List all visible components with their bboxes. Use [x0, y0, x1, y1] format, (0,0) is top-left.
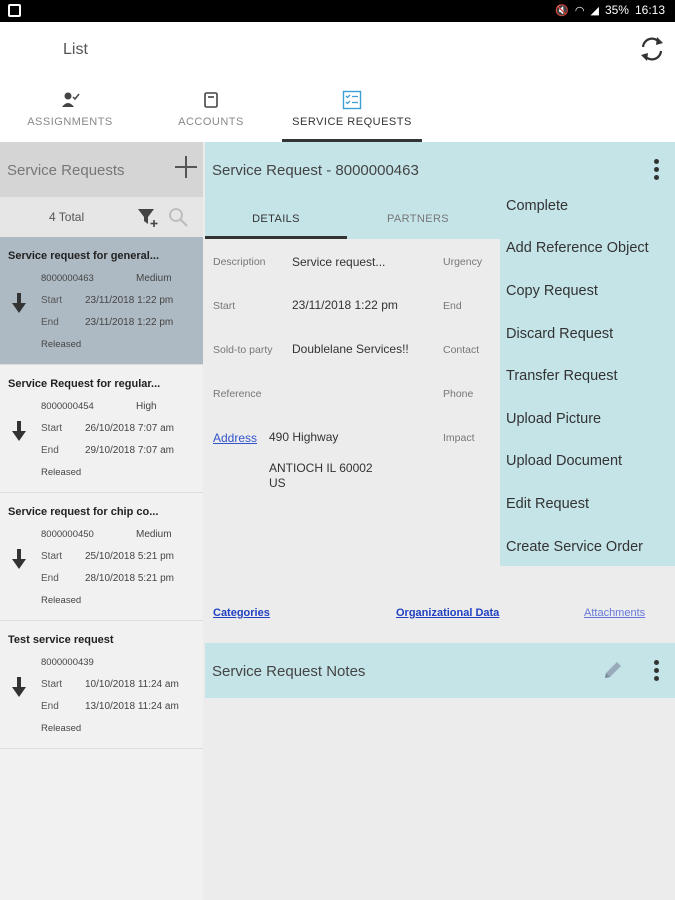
main-tabs — [0, 84, 675, 142]
item-id: 8000000450 — [41, 529, 94, 540]
detail-tabs — [205, 197, 505, 239]
menu-item-transfer-request[interactable]: Transfer Request — [506, 368, 618, 384]
down-arrow-icon — [11, 420, 27, 442]
wifi-icon: ◠ — [574, 4, 585, 17]
start-value: 25/10/2018 5:21 pm — [85, 551, 174, 562]
start-value: 23/11/2018 1:22 pm — [85, 295, 174, 306]
item-status: Released — [41, 467, 82, 478]
tab-service-requests[interactable] — [282, 84, 422, 142]
item-status: Released — [41, 723, 82, 734]
address-line2: ANTIOCH IL 60002 — [269, 461, 373, 475]
end-value: 28/10/2018 5:21 pm — [85, 573, 174, 584]
sold-to-label: Sold-to party — [213, 344, 273, 356]
add-icon[interactable] — [173, 154, 199, 180]
item-priority: Medium — [136, 273, 172, 284]
end-label: End — [41, 573, 59, 584]
phone-label: Phone — [443, 388, 474, 400]
section-links — [205, 600, 675, 630]
categories-link[interactable]: Categories — [213, 607, 270, 619]
list-toolbar — [0, 197, 203, 237]
menu-item-copy-request[interactable]: Copy Request — [506, 283, 598, 299]
add-filter-icon[interactable] — [137, 206, 159, 228]
description-label: Description — [213, 256, 266, 268]
start-label: Start — [41, 679, 63, 690]
tab-label: ACCOUNTS — [178, 116, 244, 128]
start-label: Start — [41, 551, 63, 562]
clock: 16:13 — [634, 3, 665, 17]
description-value: Service request... — [292, 255, 386, 269]
item-priority: Medium — [136, 529, 172, 540]
menu-item-discard-request[interactable]: Discard Request — [506, 326, 614, 342]
edit-pencil-icon[interactable] — [601, 658, 625, 682]
item-priority: High — [136, 401, 157, 412]
down-arrow-icon — [11, 676, 27, 698]
signal-icon: ◢ — [590, 4, 599, 17]
end-value: 29/10/2018 7:07 am — [85, 445, 174, 456]
person-check-icon — [60, 90, 80, 110]
item-title: Service request for general... — [8, 250, 160, 262]
start-value: 26/10/2018 7:07 am — [85, 423, 174, 434]
app-title: List — [63, 41, 88, 58]
list-title: Service Requests — [7, 162, 125, 179]
service-request-list-pane — [0, 142, 203, 900]
impact-label: Impact — [443, 432, 475, 444]
tab-label: SERVICE REQUESTS — [292, 116, 412, 128]
start-value: 10/10/2018 11:24 am — [85, 679, 179, 690]
tab-details[interactable]: DETAILS — [205, 197, 347, 239]
tab-label: ASSIGNMENTS — [27, 116, 113, 128]
start-label: Start — [213, 300, 236, 312]
start-label: Start — [41, 423, 63, 434]
tab-accounts[interactable] — [170, 84, 252, 142]
list-item[interactable] — [0, 493, 203, 621]
end-value: 13/10/2018 11:24 am — [85, 701, 179, 712]
tab-assignments[interactable] — [20, 84, 120, 142]
list-item[interactable] — [0, 621, 203, 749]
total-count: 4 Total — [49, 210, 85, 224]
status-bar — [0, 0, 675, 22]
item-title: Service request for chip co... — [8, 506, 159, 518]
end-value: 23/11/2018 1:22 pm — [85, 317, 174, 328]
notes-more-options-icon[interactable] — [650, 658, 662, 684]
item-id: 8000000463 — [41, 273, 94, 284]
item-status: Released — [41, 595, 82, 606]
address-line1: 490 Highway — [269, 430, 339, 444]
tab-partners[interactable]: PARTNERS — [386, 213, 450, 225]
urgency-label: Urgency — [443, 256, 483, 268]
briefcase-icon — [201, 90, 221, 110]
detail-title: Service Request - 8000000463 — [212, 162, 419, 179]
checklist-icon — [342, 90, 362, 110]
search-icon[interactable] — [167, 206, 189, 228]
item-status: Released — [41, 339, 82, 350]
list-item[interactable] — [0, 237, 203, 365]
menu-item-create-service-order[interactable]: Create Service Order — [506, 539, 643, 555]
notification-icon — [8, 4, 21, 17]
overflow-menu — [500, 184, 675, 566]
app-bar — [0, 22, 675, 142]
start-label: Start — [41, 295, 63, 306]
start-value: 23/11/2018 1:22 pm — [292, 298, 398, 312]
sold-to-value: Doublelane Services!! — [292, 342, 409, 356]
end-label: End — [41, 317, 59, 328]
list-header — [0, 142, 203, 197]
notes-header — [205, 643, 675, 698]
end-label: End — [443, 300, 462, 312]
mute-icon: 🔇 — [555, 4, 569, 17]
item-id: 8000000454 — [41, 401, 94, 412]
down-arrow-icon — [11, 548, 27, 570]
address-line3: US — [269, 476, 286, 490]
menu-item-edit-request[interactable]: Edit Request — [506, 496, 590, 512]
menu-item-upload-document[interactable]: Upload Document — [506, 453, 623, 469]
end-label: End — [41, 701, 59, 712]
menu-item-add-reference-object[interactable]: Add Reference Object — [506, 240, 649, 256]
battery-level: 35% — [604, 3, 629, 17]
down-arrow-icon — [11, 292, 27, 314]
menu-item-complete[interactable]: Complete — [506, 198, 569, 214]
refresh-icon[interactable] — [637, 34, 667, 64]
menu-item-upload-picture[interactable]: Upload Picture — [506, 411, 602, 427]
item-id: 8000000439 — [41, 657, 94, 668]
reference-label: Reference — [213, 388, 262, 400]
end-label: End — [41, 445, 59, 456]
list-item[interactable] — [0, 365, 203, 493]
attachments-link[interactable]: Attachments — [584, 607, 646, 619]
organizational-data-link[interactable]: Organizational Data — [396, 607, 500, 619]
more-options-icon[interactable] — [650, 157, 662, 183]
item-title: Service Request for regular... — [8, 378, 161, 390]
contact-label: Contact — [443, 344, 480, 356]
notes-title: Service Request Notes — [212, 663, 366, 680]
address-link[interactable]: Address — [213, 431, 258, 445]
item-title: Test service request — [8, 634, 114, 646]
details-form — [205, 240, 500, 520]
